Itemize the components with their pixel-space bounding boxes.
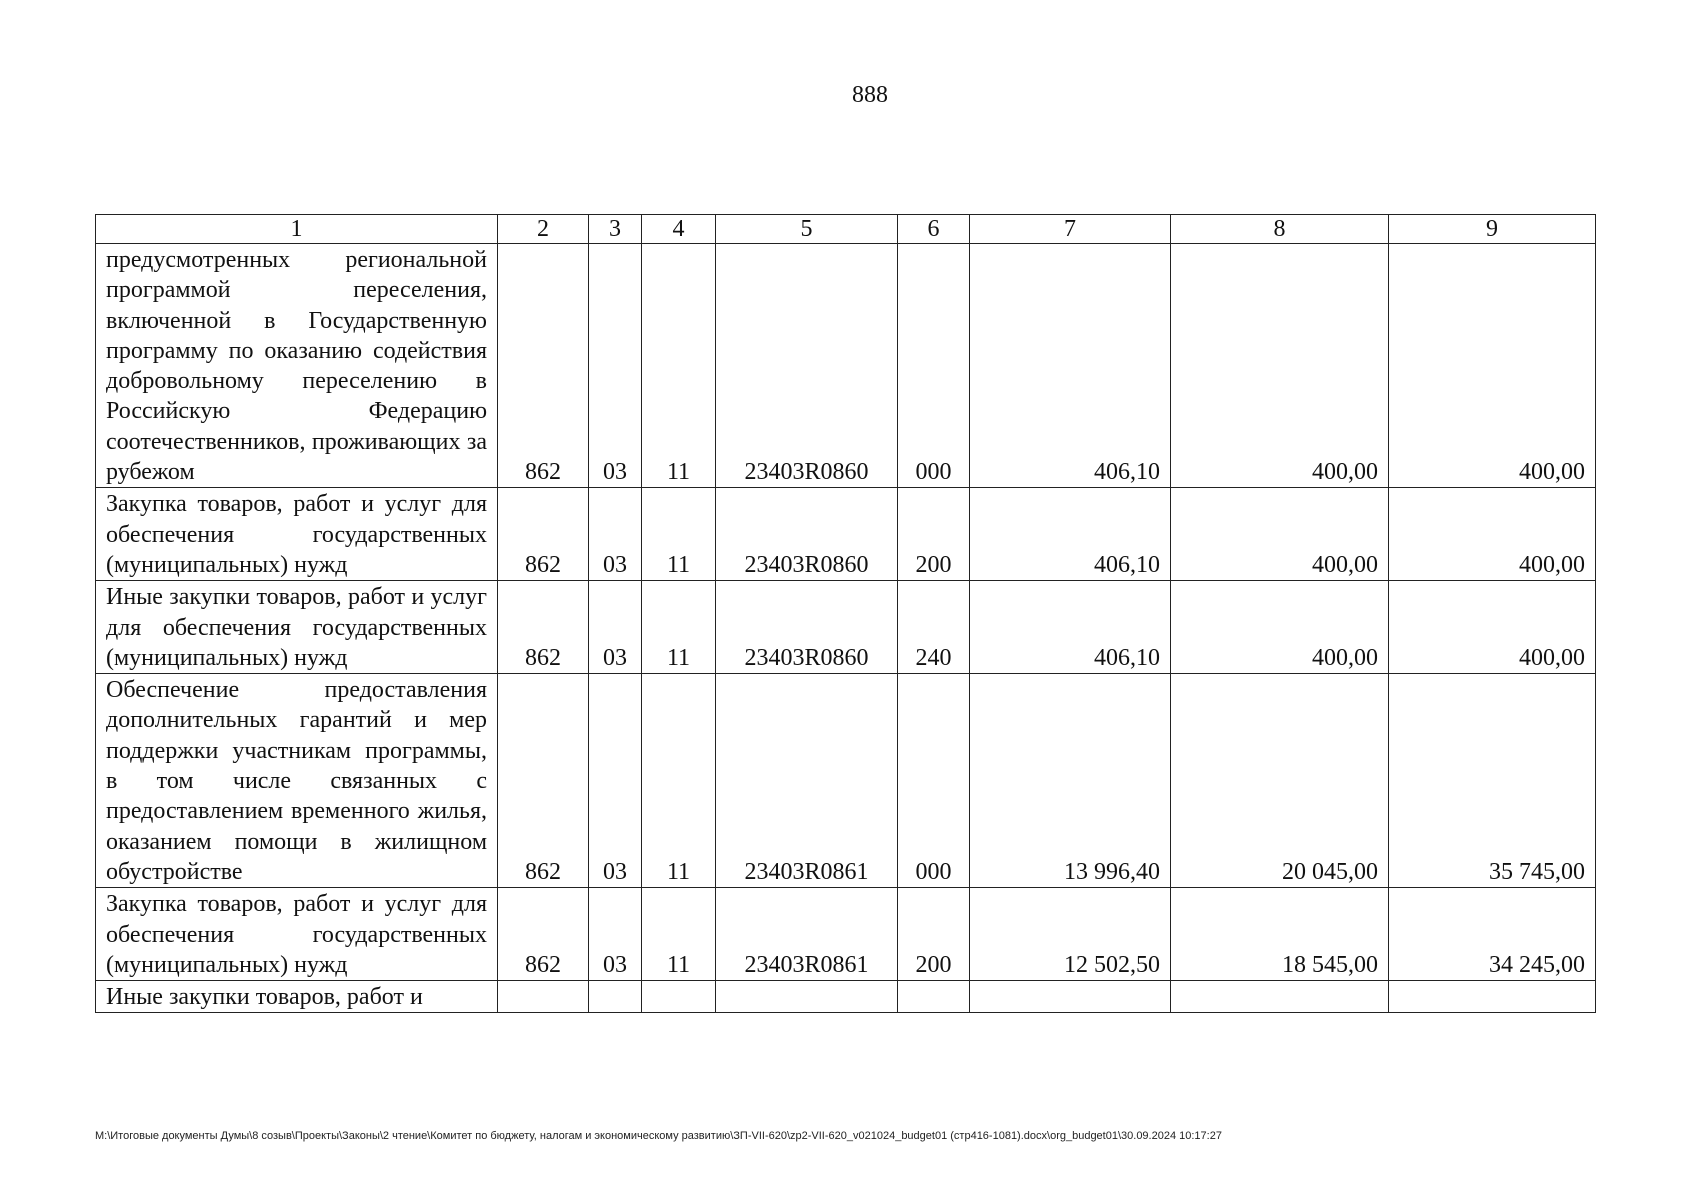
amount-col7: 13 996,40: [970, 674, 1171, 888]
amount-col9: 400,00: [1389, 244, 1596, 488]
row-description: Закупка товаров, работ и услуг для обеспечения государственных (муниципальных) нужд: [96, 488, 498, 581]
column-header: 5: [716, 215, 898, 244]
table-row-partial: [96, 981, 1596, 1013]
target-article-code: 23403R0860: [716, 244, 898, 488]
section-code: 03: [589, 888, 642, 981]
empty-cell: [716, 981, 898, 1013]
column-header: 1: [96, 215, 498, 244]
amount-col7: 12 502,50: [970, 888, 1171, 981]
subsection-code: 11: [642, 244, 716, 488]
amount-col9: 400,00: [1389, 488, 1596, 581]
column-header: 8: [1171, 215, 1389, 244]
amount-col8: 400,00: [1171, 244, 1389, 488]
amount-col7: 406,10: [970, 244, 1171, 488]
amount-col9: 35 745,00: [1389, 674, 1596, 888]
table-row: [96, 488, 1596, 581]
amount-col8: 18 545,00: [1171, 888, 1389, 981]
amount-col8: 20 045,00: [1171, 674, 1389, 888]
target-article-code: 23403R0860: [716, 488, 898, 581]
ministry-code: 862: [498, 581, 589, 674]
expense-type-code: 200: [898, 488, 970, 581]
column-header: 7: [970, 215, 1171, 244]
amount-col8: 400,00: [1171, 581, 1389, 674]
footer-file-path: M:\Итоговые документы Думы\8 созыв\Проекты\Законы\2 чтение\Комитет по бюджету, налогам и экономическому развитию\ЗП-VII-620\zp2-VII-620_v021024_budget01 (стр416-1081).docx\org_budget01\30.09.2024 10:17:27: [95, 1130, 1222, 1142]
expense-type-code: 000: [898, 244, 970, 488]
table-row: [96, 888, 1596, 981]
target-article-code: 23403R0861: [716, 674, 898, 888]
table-row: [96, 581, 1596, 674]
table-row: [96, 244, 1596, 488]
section-code: 03: [589, 581, 642, 674]
column-header: 9: [1389, 215, 1596, 244]
page-number: 888: [852, 82, 888, 108]
empty-cell: [1171, 981, 1389, 1013]
ministry-code: 862: [498, 888, 589, 981]
subsection-code: 11: [642, 674, 716, 888]
ministry-code: 862: [498, 674, 589, 888]
subsection-code: 11: [642, 488, 716, 581]
empty-cell: [970, 981, 1171, 1013]
amount-col7: 406,10: [970, 488, 1171, 581]
row-description: Закупка товаров, работ и услуг для обеспечения государственных (муниципальных) нужд: [96, 888, 498, 981]
empty-cell: [642, 981, 716, 1013]
column-number-row: [96, 215, 1596, 244]
empty-cell: [589, 981, 642, 1013]
target-article-code: 23403R0861: [716, 888, 898, 981]
subsection-code: 11: [642, 888, 716, 981]
table-row: [96, 674, 1596, 888]
section-code: 03: [589, 674, 642, 888]
budget-table: [95, 214, 1596, 1013]
row-description: Иные закупки товаров, работ и: [96, 981, 498, 1013]
empty-cell: [898, 981, 970, 1013]
row-description: Иные закупки товаров, работ и услуг для обеспечения государственных (муниципальных) нужд: [96, 581, 498, 674]
column-header: 2: [498, 215, 589, 244]
section-code: 03: [589, 488, 642, 581]
amount-col9: 400,00: [1389, 581, 1596, 674]
column-header: 4: [642, 215, 716, 244]
column-header: 3: [589, 215, 642, 244]
row-description: Обеспечение предоставления дополнительных гарантий и мер поддержки участникам программы, в том числе связанных с предоставлением временного жилья, оказанием помощи в жилищном обустройстве: [96, 674, 498, 888]
empty-cell: [498, 981, 589, 1013]
amount-col9: 34 245,00: [1389, 888, 1596, 981]
amount-col8: 400,00: [1171, 488, 1389, 581]
expense-type-code: 200: [898, 888, 970, 981]
ministry-code: 862: [498, 488, 589, 581]
amount-col7: 406,10: [970, 581, 1171, 674]
column-header: 6: [898, 215, 970, 244]
expense-type-code: 240: [898, 581, 970, 674]
subsection-code: 11: [642, 581, 716, 674]
row-description: предусмотренных региональной программой переселения, включенной в Государственную программу по оказанию содействия добровольному переселению в Российскую Федерацию соотечественников, проживающих за рубежом: [96, 244, 498, 488]
expense-type-code: 000: [898, 674, 970, 888]
ministry-code: 862: [498, 244, 589, 488]
section-code: 03: [589, 244, 642, 488]
target-article-code: 23403R0860: [716, 581, 898, 674]
empty-cell: [1389, 981, 1596, 1013]
